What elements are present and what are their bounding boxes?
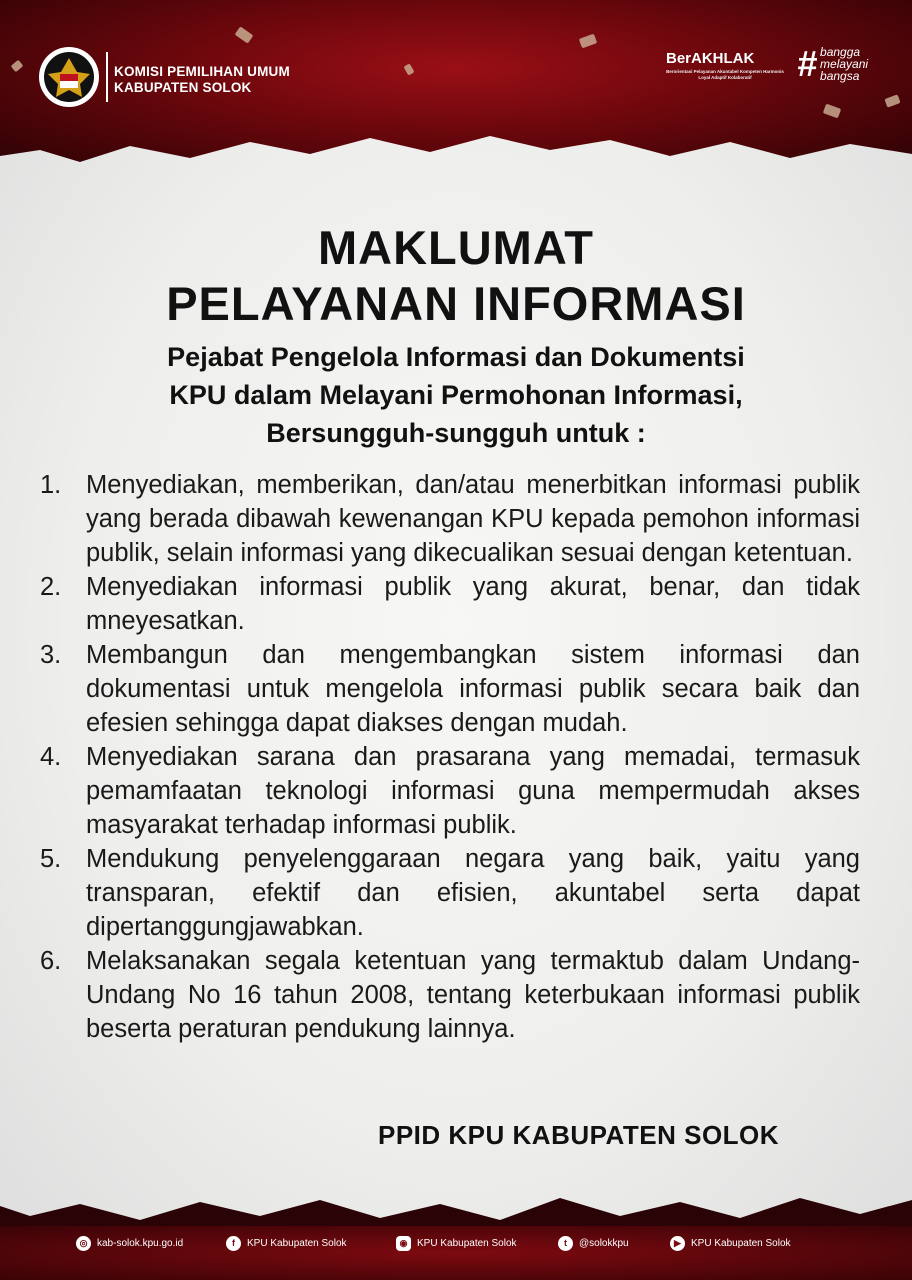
instagram-icon: ◉ [396,1236,411,1251]
subtitle-line2: KPU dalam Melayani Permohonan Informasi, [169,380,743,410]
item-number: 4. [40,743,62,771]
title-line2: PELAYANAN INFORMASI [166,277,746,330]
kpu-logo-icon [38,46,100,108]
list-item [40,944,860,1046]
item-number: 6. [40,947,62,975]
list-item [40,468,860,570]
instagram-text: KPU Kabupaten Solok [417,1238,517,1249]
footer-twitter[interactable] [558,1236,629,1251]
twitter-icon: t [558,1236,573,1251]
berakhlak-logo [666,50,784,80]
youtube-icon: ▶ [670,1236,685,1251]
item-number: 1. [40,471,62,499]
signature: PPID KPU KABUPATEN SOLOK [378,1120,780,1150]
org-name-line1: KOMISI PEMILIHAN UMUM [114,64,290,79]
item-number: 2. [40,573,62,601]
bangsa-text: bangsa [820,69,860,83]
commitment-list [40,468,860,1046]
list-item [40,842,860,944]
item-number: 5. [40,845,62,873]
item-text: Mendukung penyelenggaraan negara yang baik, yaitu yang transparan, efektif dan efisien, akuntabel serta dapat dipertanggungjawabkan. [86,845,860,941]
item-text: Melaksanakan segala ketentuan yang termaktub dalam Undang-Undang No 16 tahun 2008, tentang keterbukaan informasi publik beserta peraturan pendukung lainnya. [86,947,860,1043]
footer-website[interactable] [76,1236,183,1251]
berakhlak-text: BerAKHLAK [666,50,755,67]
list-item [40,740,860,842]
bangga-text: bangga [820,45,861,59]
website-text: kab-solok.kpu.go.id [97,1238,184,1249]
melayani-text: melayani [820,57,869,71]
item-text: Membangun dan mengembangkan sistem informasi dan dokumentasi untuk mengelola informasi publik secara baik dan efesien sehingga dapat diakses dengan mudah. [86,641,860,737]
list-item [40,638,860,740]
footer-instagram[interactable] [396,1236,517,1251]
globe-icon: ◎ [76,1236,91,1251]
youtube-text: KPU Kabupaten Solok [691,1238,791,1249]
bangga-melayani-bangsa-logo [797,43,869,84]
item-text: Menyediakan, memberikan, dan/atau menerbitkan informasi publik yang berada dibawah kewenangan KPU kepada pemohon informasi publik, selain informasi yang dikecualikan sesuai dengan ketentuan. [86,471,860,567]
facebook-text: KPU Kabupaten Solok [247,1238,347,1249]
subtitle-line3: Bersungguh-sungguh untuk : [266,418,646,448]
title-line1: MAKLUMAT [317,221,594,274]
berakhlak-subtext: Berorientasi Pelayanan Akuntabel Kompeten Harmonis Loyal Adaptif Kolaboratif [666,69,784,80]
item-text: Menyediakan informasi publik yang akurat, benar, dan tidak mneyesatkan. [86,573,860,635]
logo-divider [106,52,108,102]
hashtag-icon: # [797,43,818,84]
subtitle-line1: Pejabat Pengelola Informasi dan Dokumentsi [167,342,745,372]
footer-band [0,1226,912,1280]
footer-youtube[interactable] [670,1236,791,1251]
item-text: Menyediakan sarana dan prasarana yang memadai, termasuk pemamfaatan teknologi informasi guna mempermudah akses masyarakat terhadap informasi publik. [86,743,860,839]
facebook-icon: f [226,1236,241,1251]
list-item [40,570,860,638]
org-name-line2: KABUPATEN SOLOK [114,80,252,95]
footer-facebook[interactable] [226,1236,347,1251]
twitter-text: @solokkpu [579,1238,629,1249]
item-number: 3. [40,641,62,669]
